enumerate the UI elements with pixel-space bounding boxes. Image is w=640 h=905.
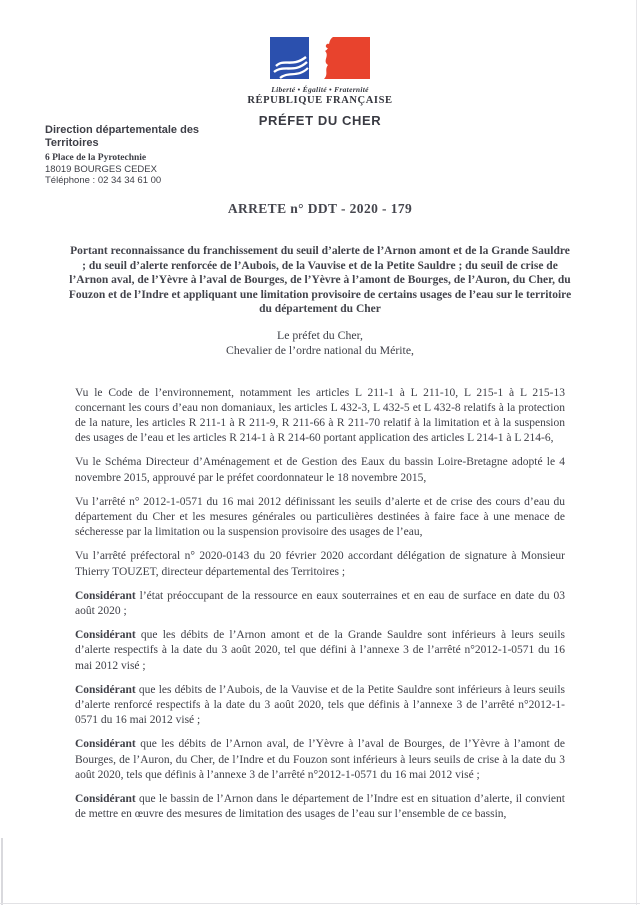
document-title: ARRETE n° DDT - 2020 - 179: [227, 201, 413, 216]
paragraph-lead: Considérant: [75, 738, 136, 751]
logo-motto: Liberté • Égalité • Fraternité: [271, 85, 369, 94]
logo-republic-label: RÉPUBLIQUE FRANÇAISE: [247, 95, 393, 106]
marianne-logo-icon: [270, 37, 370, 79]
paragraph-vu-arrete-2012: [75, 495, 565, 541]
paragraph-considerant-alerte: [75, 628, 565, 674]
salutation-line2: Chevalier de l’ordre national du Mérite,: [225, 342, 415, 357]
paragraph-vu-code-environnement: [75, 386, 565, 447]
paragraph-text: Vu le Schéma Directeur d’Aménagement et de Gestion des Eaux du bassin Loire-Bretagne adopté le 4 novembre 2015, approuvé par le préfet coordonnateur le 18 novembre 2015,: [75, 456, 565, 484]
sender-address-line1: 6 Place de la Pyrotechnie: [45, 153, 147, 163]
scan-edge-bottom: [0, 903, 640, 904]
paragraph-text: que les débits de l’Arnon amont et de la Grande Sauldre sont inférieurs à leurs seuils d’alerte respectifs à la date du 3 août 2020, tel que défini à l’annexe 3 de l’arrêté n°2012-1-0571 du 16 mai 2012 visé ;: [75, 629, 565, 672]
header-logo-block: [0, 0, 640, 128]
salutation-line1: Le préfet du Cher,: [277, 327, 363, 342]
paragraph-text: Vu l’arrêté n° 2012-1-0571 du 16 mai 2012 définissant les seuils d’alerte et de crise des cours d’eau du département du Cher et les mesures générales ou particulières destinées à faire face à une menace de sécheresse par la limitation ou la suspension provisoire des usages de l’eau,: [75, 495, 565, 539]
salutation-block: [0, 328, 640, 358]
sender-address-line2: 18019 BOURGES CEDEX: [45, 164, 157, 175]
paragraph-text: que les débits de l’Arnon aval, de l’Yèvre à l’aval de Bourges, de l’Yèvre à l’amont de Bourges, de l’Auron, du Cher, de l’Indre et du Fouzon sont inférieurs à leurs seuils de crise à la date du 3 août 2020, tels que définis à l’annexe 3 de l’arrêté n°2012-1-0571 du 16 mai 2012 visé ;: [75, 738, 565, 781]
paragraph-vu-sdage: [75, 455, 565, 485]
document-body: [75, 386, 565, 823]
paragraph-lead: Considérant: [75, 589, 136, 602]
paragraph-considerant-etat: [75, 589, 565, 619]
paragraph-text: que les débits de l’Aubois, de la Vauvise et de la Petite Sauldre sont inférieurs à leurs seuils d’alerte renforcé respectifs à la date du 3 août 2020, tels que définis à l’annexe 3 de l’arrêté n°2012-1-0571 du 16 mai 2012 visé ;: [75, 683, 565, 727]
sender-org-line2: Territoires: [45, 137, 99, 149]
sender-org-line1: Direction départementale des: [45, 124, 200, 136]
paragraph-lead: Considérant: [75, 629, 136, 642]
document-subject: Portant reconnaissance du franchissement du seuil d’alerte de l’Arnon amont et de la Grande Sauldre ; du seuil d’alerte renforcée de l’Aubois, de la Vauvise et de la Petite Sauldre ; du seuil de crise de l’Arnon aval, de l’Yèvre à l’aval de Bourges, de l’Yèvre à l’amont de Bourges, de l’Auron, du Cher, du Fouzon et de l’Indre et appliquant une limitation provisoire de certains usages de l’eau sur le territoire du département du Cher: [68, 245, 572, 315]
paragraph-text: Vu le Code de l’environnement, notamment les articles L 211-1 à L 211-10, L 215-1 à L 215-13 concernant les cours d’eau non domaniaux, les articles L 432-3, L 432-5 et L 432-8 relatifs à la protection de la nature, les articles R 211-1 à R 211-9, R 211-66 à R 211-70 relatif à la limitation et à la suspension des usages de l’eau et les articles R 214-1 à R 214-60 portant application des articles L 214-1 à L 214-6,: [75, 386, 565, 445]
paragraph-text: Vu l’arrêté préfectoral n° 2020-0143 du 20 février 2020 accordant délégation de signature à Monsieur Thierry TOUZET, directeur départemental des Territoires ;: [75, 550, 565, 578]
sender-phone: Téléphone : 02 34 34 61 00: [45, 175, 162, 186]
paragraph-lead: Considérant: [75, 792, 136, 805]
sender-address-block: [45, 124, 199, 186]
prefecture-label: PRÉFET DU CHER: [258, 113, 382, 128]
paragraph-text: que le bassin de l’Arnon dans le département de l’Indre est en situation d’alerte, il convient de mettre en œuvre des mesures de limitation des usages de l’eau sur l’ensemble de ce bassin,: [75, 792, 565, 821]
paragraph-considerant-crise: [75, 737, 565, 783]
paragraph-vu-delegation: [75, 549, 565, 579]
scan-edge-right: [636, 0, 637, 905]
scan-edge-left: [1, 838, 3, 905]
paragraph-text: l’état préoccupant de la ressource en eaux souterraines et en eau de surface en date du 03 août 2020 ;: [75, 589, 565, 617]
paragraph-considerant-bassin-arnon: [75, 792, 565, 822]
paragraph-considerant-alerte-renforcee: [75, 683, 565, 729]
paragraph-lead: Considérant: [75, 683, 136, 696]
